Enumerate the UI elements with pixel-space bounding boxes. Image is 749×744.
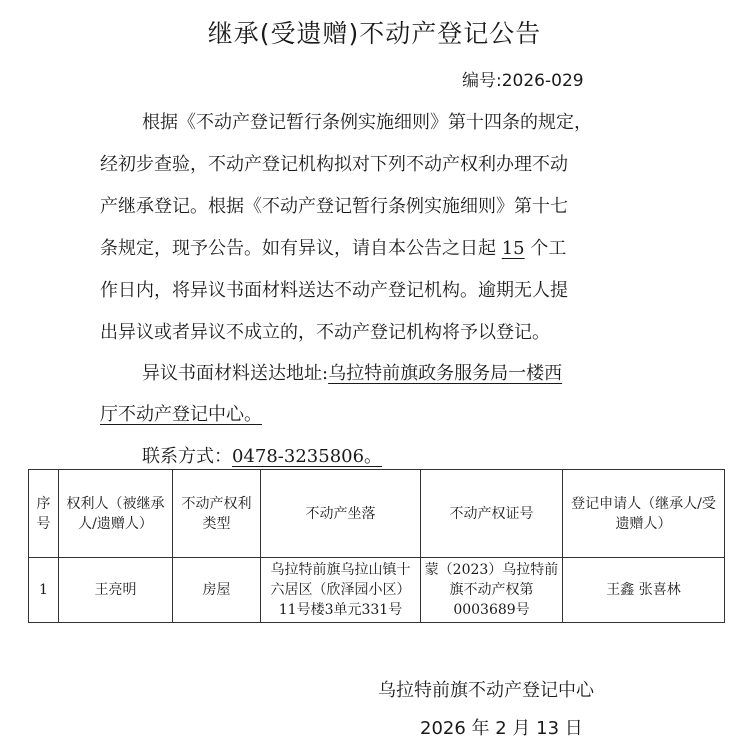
header-cell-location: 不动产坐落 <box>261 470 421 558</box>
body-line-6: 出异议或者异议不成立的，不动产登记机构将予以登记。 <box>100 322 550 343</box>
table-row <box>29 558 725 623</box>
body-line-1: 根据《不动产登记暂行条例实施细则》第十四条的规定， <box>142 112 592 133</box>
body-line-2: 经初步查验，不动产登记机构拟对下列不动产权利办理不动 <box>100 154 568 175</box>
cell-applicant: 王鑫 张喜林 <box>563 558 725 623</box>
body-line-4-end: 个工 <box>524 238 567 259</box>
header-cell-index: 序号 <box>29 470 59 558</box>
address-label: 异议书面材料送达地址: <box>142 363 329 384</box>
contact-label: 联系方式： <box>142 446 232 467</box>
header-cell-certificate: 不动产权证号 <box>421 470 563 558</box>
contact-value: 0478-3235806。 <box>232 446 383 467</box>
issue-date: 2026 年 2 月 13 日 <box>420 718 583 739</box>
registration-table <box>28 469 725 623</box>
address-line-1 <box>142 359 562 385</box>
body-line-4 <box>100 234 566 260</box>
header-cell-owner: 权利人（被继承人/遗赠人） <box>59 470 173 558</box>
address-value-part1: 乌拉特前旗政务服务局一楼西 <box>328 363 563 384</box>
document-number: 编号:2026-029 <box>462 71 584 91</box>
cell-certificate: 蒙（2023）乌拉特前旗不动产权第0003689号 <box>421 558 563 623</box>
page-title: 继承(受遗赠)不动产登记公告 <box>207 19 542 48</box>
body-line-4-start: 条规定，现予公告。如有异议，请自本公告之日起 <box>100 238 502 259</box>
cell-index: 1 <box>29 558 59 623</box>
issuing-organization: 乌拉特前旗不动产登记中心 <box>378 680 594 701</box>
table-header-row <box>29 470 725 558</box>
contact-line <box>142 442 382 468</box>
cell-right-type: 房屋 <box>173 558 261 623</box>
cell-owner: 王亮明 <box>59 558 173 623</box>
address-value-part2: 厅不动产登记中心。 <box>100 404 262 425</box>
cell-location: 乌拉特前旗乌拉山镇十六居区（欣泽园小区）11号楼3单元331号 <box>261 558 421 623</box>
body-line-5: 作日内，将异议书面材料送达不动产登记机构。逾期无人提 <box>100 280 568 301</box>
body-line-3: 产继承登记。根据《不动产登记暂行条例实施细则》第十七 <box>100 196 568 217</box>
header-cell-right-type: 不动产权利类型 <box>173 470 261 558</box>
objection-days: 15 <box>501 238 525 259</box>
header-cell-applicant: 登记申请人（继承人/受遗赠人） <box>563 470 725 558</box>
address-line-2 <box>100 400 262 426</box>
